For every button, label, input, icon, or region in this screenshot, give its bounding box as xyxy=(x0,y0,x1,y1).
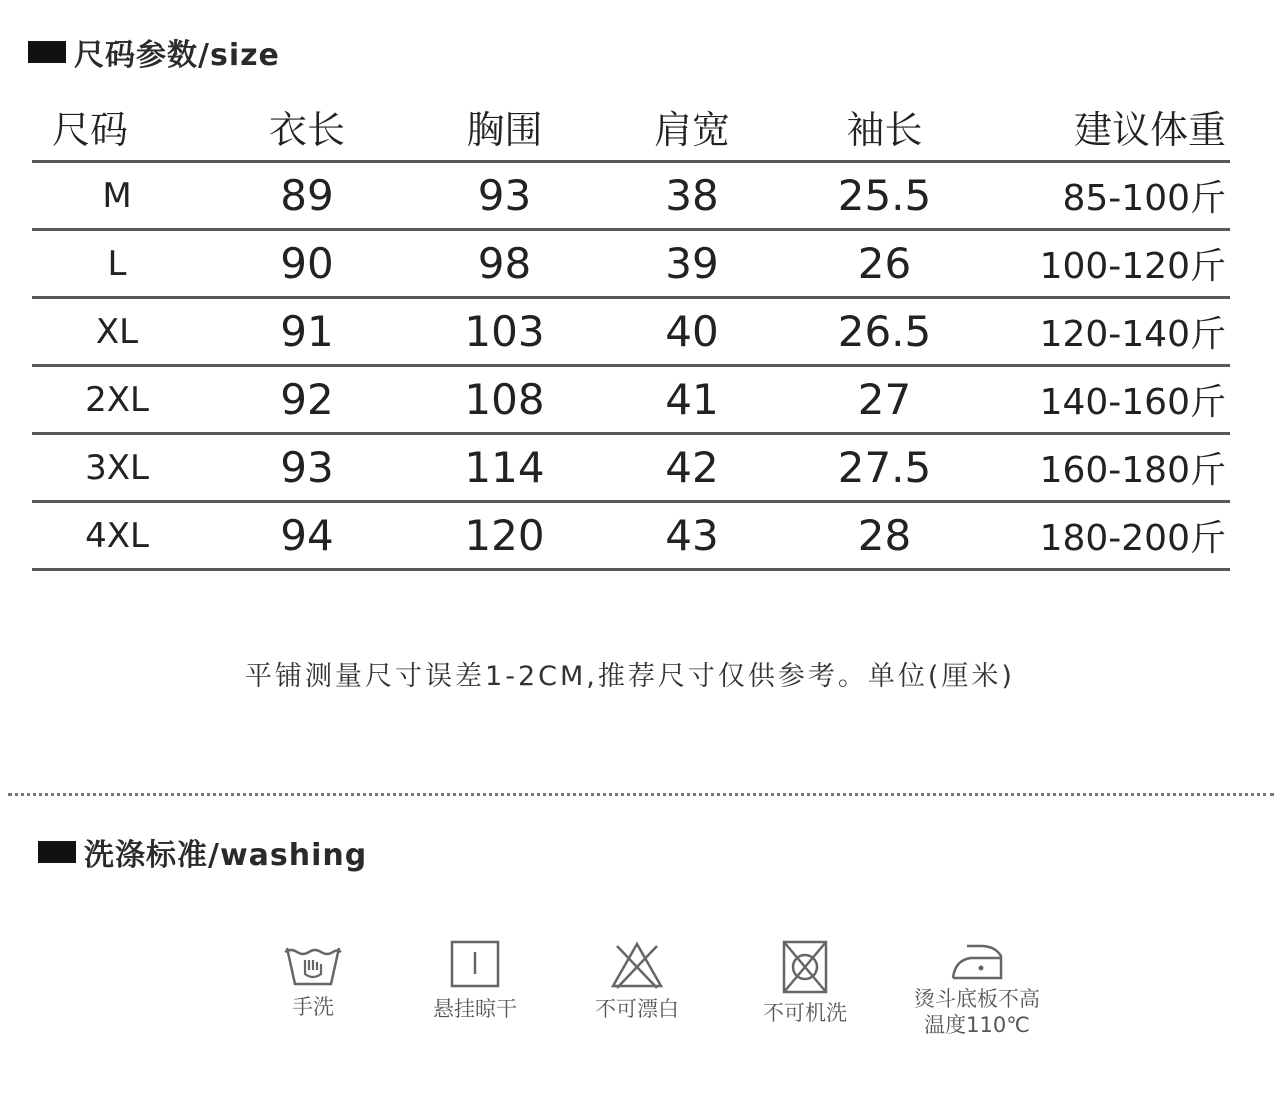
care-label: 手洗 xyxy=(292,995,334,1019)
cell-chest: 93 xyxy=(412,162,597,230)
no-machine-wash-icon xyxy=(778,938,832,996)
column-header-weight: 建议体重 xyxy=(982,92,1230,162)
cell-length: 91 xyxy=(202,298,412,366)
table-row xyxy=(32,162,1230,230)
cell-size: M xyxy=(32,162,202,230)
cell-sleeve: 28 xyxy=(787,502,982,570)
cell-shoulder: 39 xyxy=(597,230,787,298)
cell-shoulder: 38 xyxy=(597,162,787,230)
cell-length: 89 xyxy=(202,162,412,230)
cell-size: 2XL xyxy=(32,366,202,434)
care-item-hand-wash xyxy=(238,938,388,1020)
cell-size: 4XL xyxy=(32,502,202,570)
cell-size: 3XL xyxy=(32,434,202,502)
cell-chest: 120 xyxy=(412,502,597,570)
cell-weight: 100-120斤 xyxy=(982,230,1230,298)
header-block-marker xyxy=(28,41,66,63)
cell-length: 93 xyxy=(202,434,412,502)
cell-sleeve: 25.5 xyxy=(787,162,982,230)
cell-shoulder: 40 xyxy=(597,298,787,366)
care-item-iron xyxy=(892,938,1062,1038)
section-divider xyxy=(8,793,1274,796)
cell-size: L xyxy=(32,230,202,298)
cell-chest: 108 xyxy=(412,366,597,434)
care-item-no-machine-wash xyxy=(730,938,880,1026)
wash-section-title: 洗涤标准/washing xyxy=(84,838,368,873)
column-header-chest: 胸围 xyxy=(412,92,597,162)
hang-dry-icon xyxy=(448,938,502,992)
cell-shoulder: 42 xyxy=(597,434,787,502)
cell-weight: 85-100斤 xyxy=(982,162,1230,230)
size-table xyxy=(32,92,1230,571)
size-section-title: 尺码参数/size xyxy=(74,38,280,73)
cell-length: 94 xyxy=(202,502,412,570)
care-item-no-bleach xyxy=(562,938,712,1022)
cell-weight: 120-140斤 xyxy=(982,298,1230,366)
care-item-hang-dry xyxy=(400,938,550,1022)
hand-wash-icon xyxy=(281,938,345,990)
cell-sleeve: 27 xyxy=(787,366,982,434)
table-row xyxy=(32,230,1230,298)
size-table-header-row xyxy=(32,92,1230,162)
cell-length: 92 xyxy=(202,366,412,434)
wash-section-header xyxy=(38,830,367,874)
care-label: 不可漂白 xyxy=(595,997,679,1021)
iron-icon xyxy=(945,938,1009,982)
column-header-shoulder: 肩宽 xyxy=(597,92,787,162)
care-label: 不可机洗 xyxy=(763,1001,847,1025)
column-header-size: 尺码 xyxy=(32,92,202,162)
care-instructions xyxy=(250,938,1070,1068)
cell-shoulder: 41 xyxy=(597,366,787,434)
column-header-sleeve: 袖长 xyxy=(787,92,982,162)
column-header-length: 衣长 xyxy=(202,92,412,162)
cell-chest: 103 xyxy=(412,298,597,366)
header-block-marker xyxy=(38,841,76,863)
size-section-header xyxy=(28,30,280,74)
table-row xyxy=(32,366,1230,434)
care-label: 悬挂晾干 xyxy=(433,997,517,1021)
table-row xyxy=(32,434,1230,502)
cell-sleeve: 26 xyxy=(787,230,982,298)
cell-weight: 180-200斤 xyxy=(982,502,1230,570)
measurement-note: 平铺测量尺寸误差1-2CM,推荐尺寸仅供参考。单位(厘米) xyxy=(245,661,1015,692)
table-row xyxy=(32,298,1230,366)
cell-shoulder: 43 xyxy=(597,502,787,570)
cell-chest: 114 xyxy=(412,434,597,502)
cell-length: 90 xyxy=(202,230,412,298)
table-row xyxy=(32,502,1230,570)
cell-sleeve: 26.5 xyxy=(787,298,982,366)
cell-sleeve: 27.5 xyxy=(787,434,982,502)
care-label-line2: 温度110℃ xyxy=(924,1013,1030,1037)
cell-weight: 160-180斤 xyxy=(982,434,1230,502)
cell-chest: 98 xyxy=(412,230,597,298)
cell-weight: 140-160斤 xyxy=(982,366,1230,434)
cell-size: XL xyxy=(32,298,202,366)
care-label: 烫斗底板不高 xyxy=(914,987,1040,1011)
no-bleach-icon xyxy=(607,938,667,992)
